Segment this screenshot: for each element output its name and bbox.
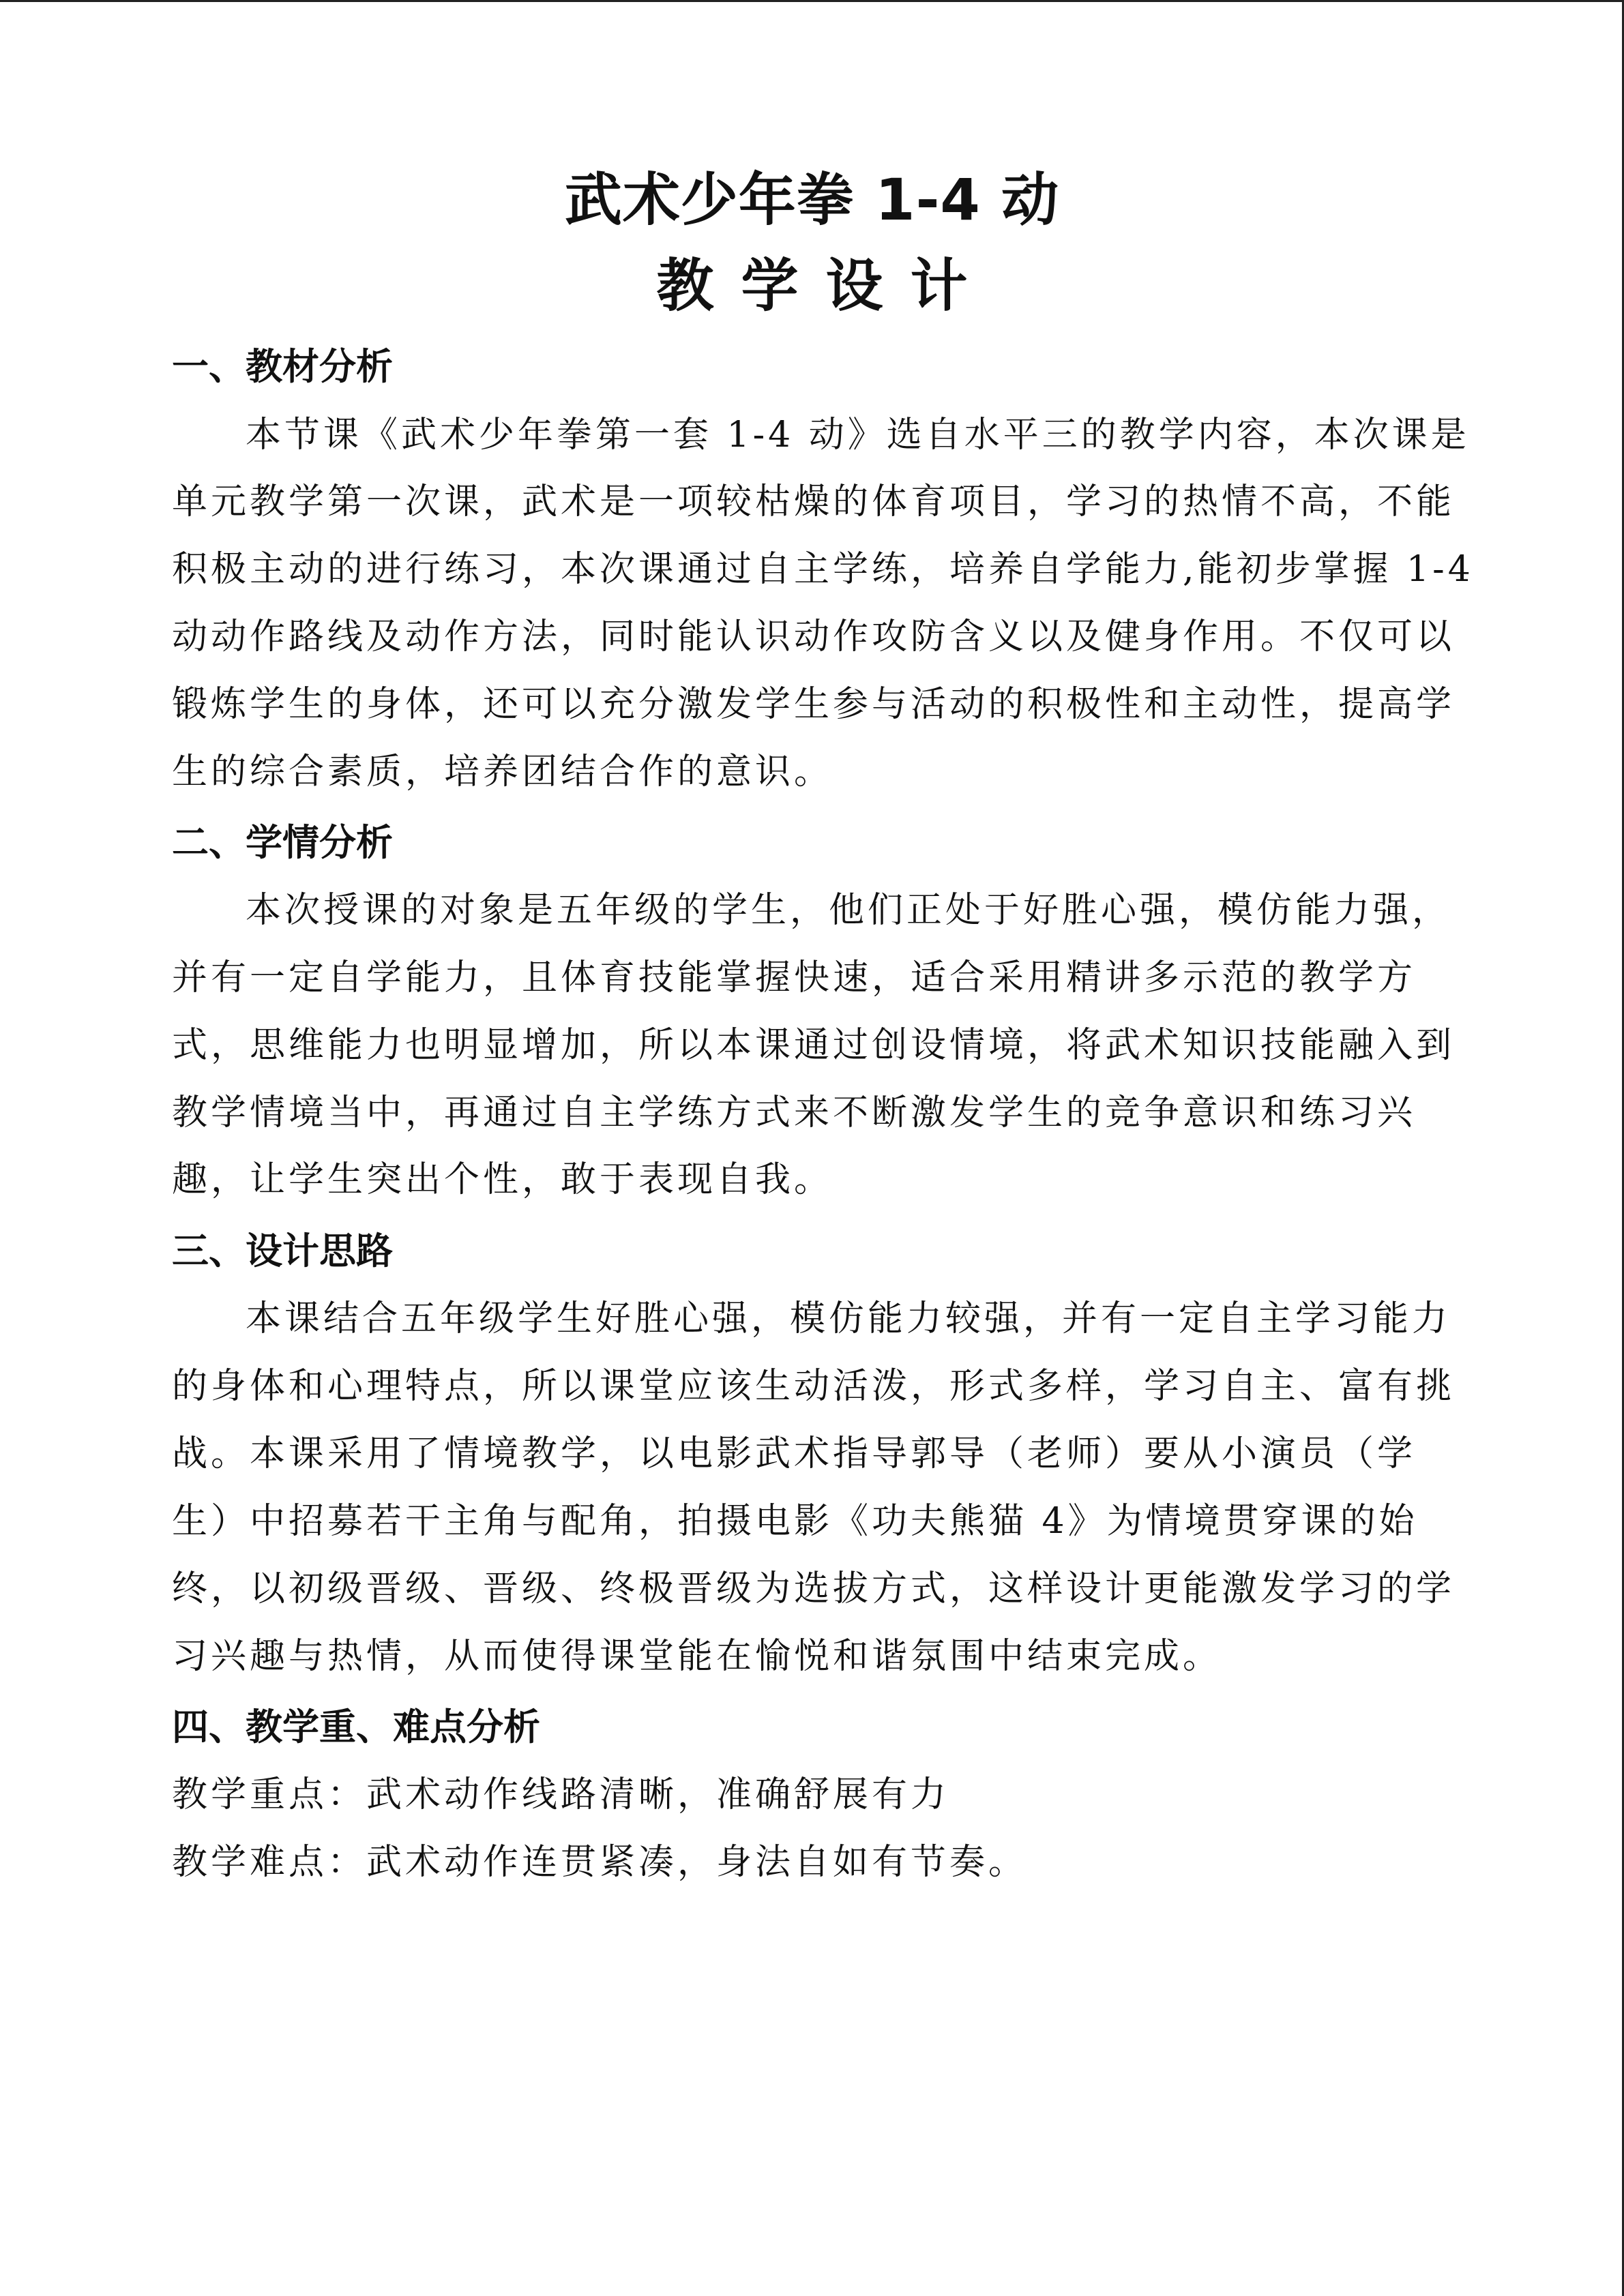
section-heading-textbook-analysis: 一、教材分析 [172, 345, 393, 388]
paragraph-line: 本次授课的对象是五年级的学生，他们正处于好胜心强，模仿能力强， [246, 890, 1451, 931]
paragraph-line: 终，以初级晋级、晋级、终极晋级为选拔方式，这样设计更能激发学习的学 [172, 1568, 1456, 1609]
paragraph-line: 单元教学第一次课，武术是一项较枯燥的体育项目，学习的热情不高，不能 [172, 481, 1456, 522]
paragraph-line: 习兴趣与热情，从而使得课堂能在愉悦和谐氛围中结束完成。 [172, 1636, 1222, 1677]
paragraph-line: 锻炼学生的身体，还可以充分激发学生参与活动的积极性和主动性，提高学 [172, 684, 1456, 725]
document-title: 武术少年拳 1-4 动 [564, 166, 1060, 233]
section-heading-key-points: 四、教学重、难点分析 [172, 1705, 540, 1748]
paragraph-line: 趣，让学生突出个性，敢于表现自我。 [172, 1159, 833, 1200]
key-point-line: 教学重点：武术动作线路清晰，准确舒展有力 [172, 1774, 950, 1815]
page-edge-top [0, 0, 1624, 2]
paragraph-line: 动动作路线及动作方法，同时能认识动作攻防含义以及健身作用。不仅可以 [172, 616, 1456, 657]
paragraph-line: 生）中招募若干主角与配角，拍摄电影《功夫熊猫 4》为情境贯穿课的始 [172, 1501, 1418, 1542]
paragraph-line: 的身体和心理特点，所以课堂应该生动活泼，形式多样，学习自主、富有挑 [172, 1366, 1456, 1407]
paragraph-line: 并有一定自学能力，且体育技能掌握快速，适合采用精讲多示范的教学方 [172, 957, 1417, 998]
section-heading-design-idea: 三、设计思路 [172, 1229, 393, 1272]
paragraph-line: 生的综合素质，培养团结合作的意识。 [172, 751, 833, 792]
paragraph-line: 教学情境当中，再通过自主学练方式来不断激发学生的竞争意识和练习兴 [172, 1092, 1417, 1133]
paragraph-line: 式，思维能力也明显增加，所以本课通过创设情境，将武术知识技能融入到 [172, 1025, 1456, 1066]
document-subtitle: 教学设计 [656, 252, 995, 319]
paragraph-line: 本课结合五年级学生好胜心强，模仿能力较强，并有一定自主学习能力 [246, 1298, 1451, 1339]
paragraph-line: 本节课《武术少年拳第一套 1-4 动》选自水平三的教学内容，本次课是 [246, 415, 1470, 456]
paragraph-line: 积极主动的进行练习，本次课通过自主学练，培养自学能力,能初步掌握 1-4 [172, 549, 1474, 590]
difficulty-line: 教学难点：武术动作连贯紧凑，身法自如有节奏。 [172, 1842, 1028, 1883]
section-heading-student-analysis: 二、学情分析 [172, 821, 393, 864]
paragraph-line: 战。本课采用了情境教学，以电影武术指导郭导（老师）要从小演员（学 [172, 1433, 1417, 1474]
